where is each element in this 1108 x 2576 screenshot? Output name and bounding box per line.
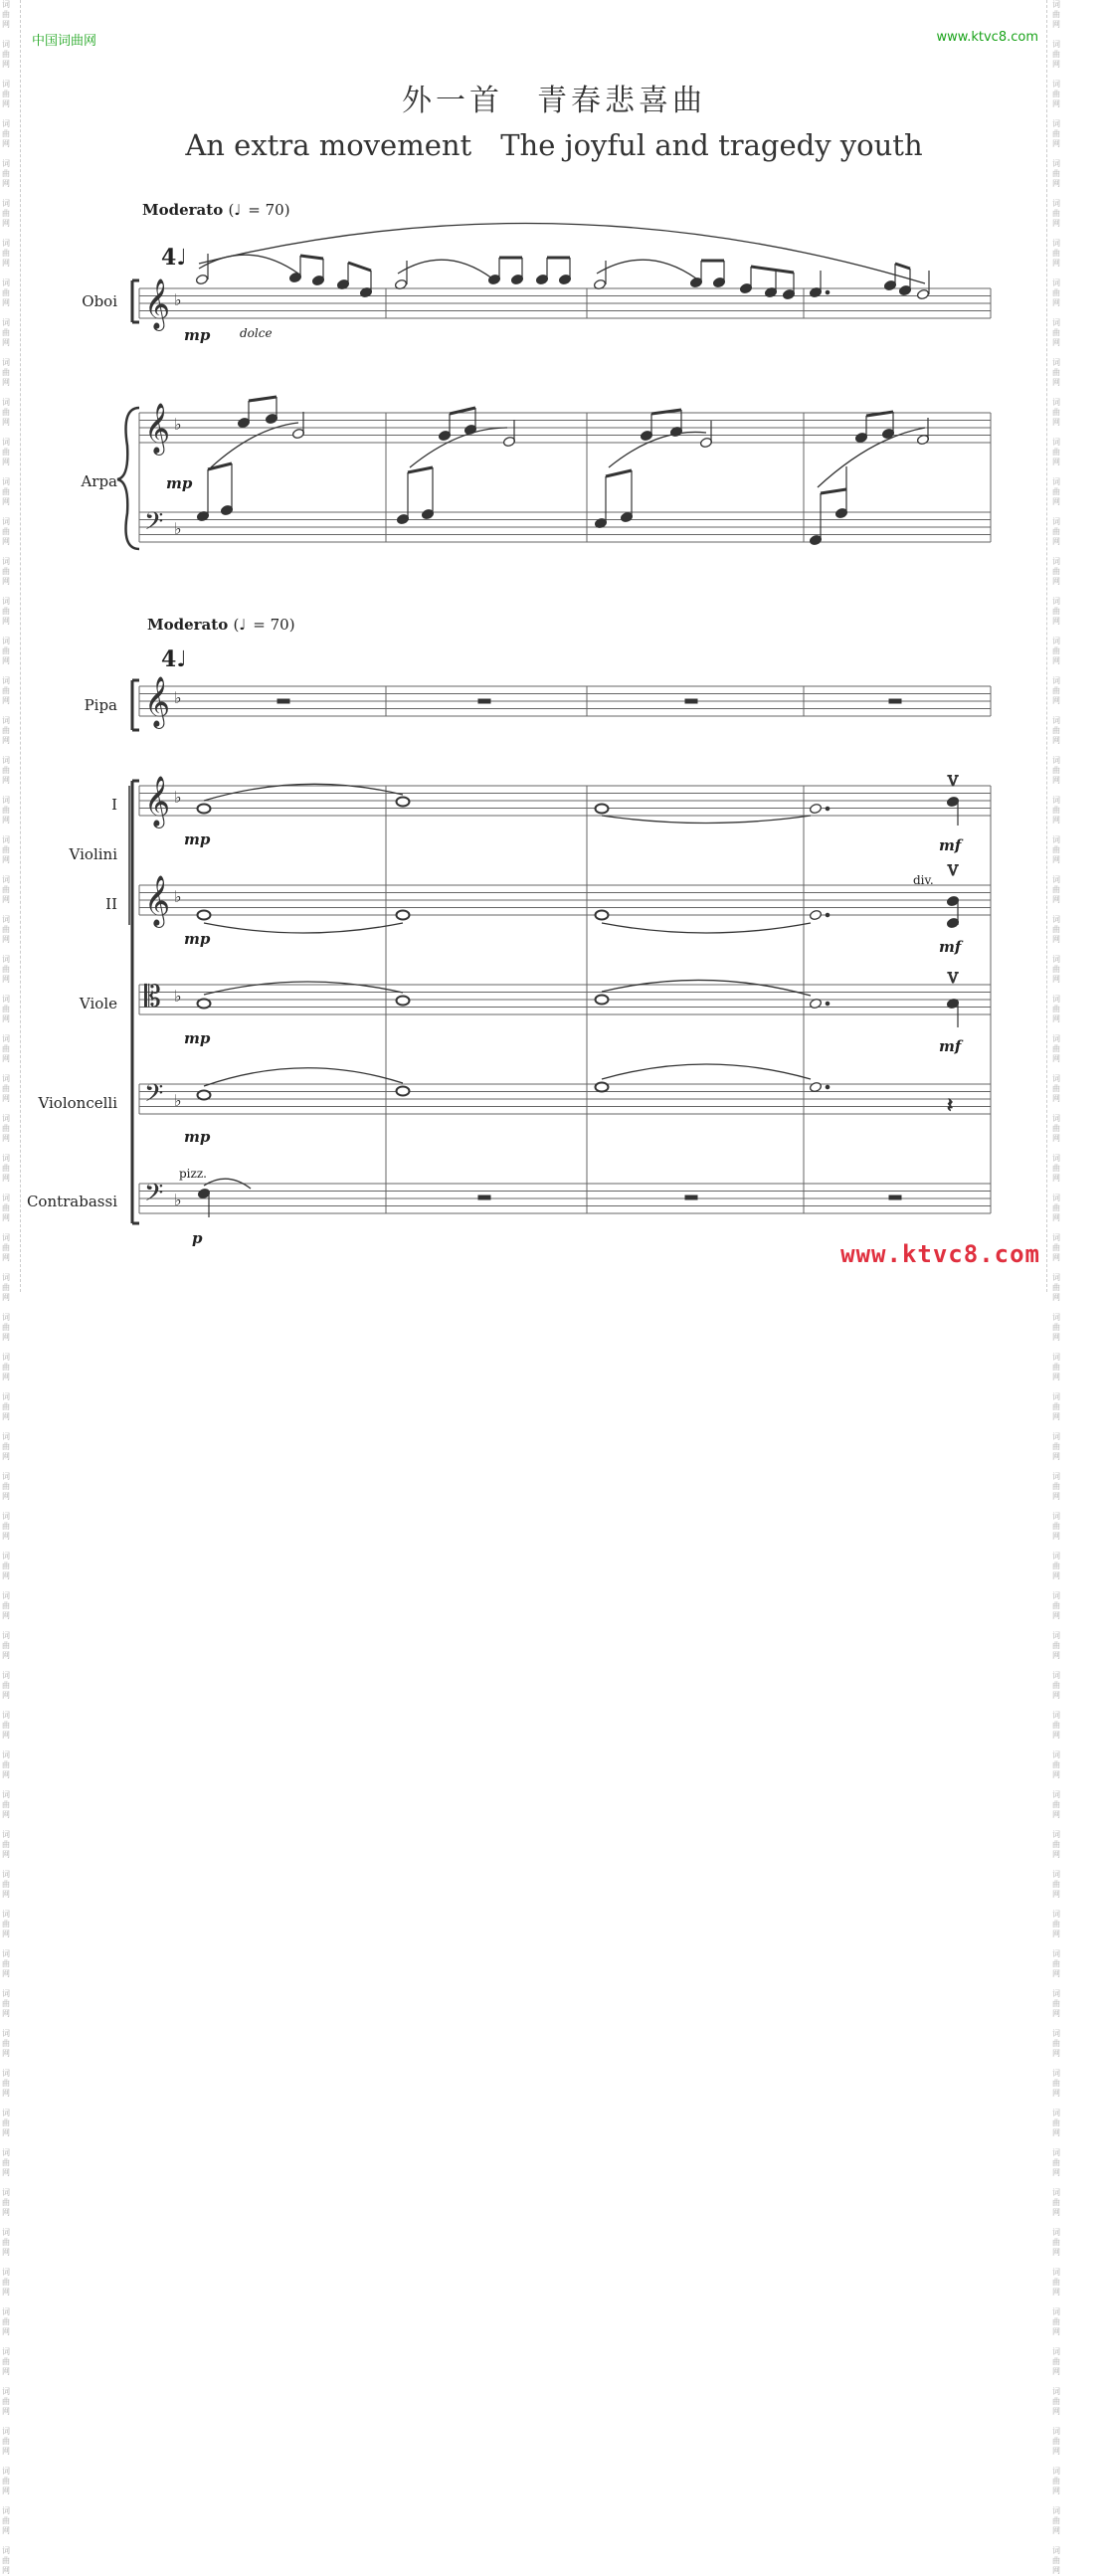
whole-note [198,911,211,920]
quarter-note-icon: ♩ [234,201,242,219]
whole-note [397,798,410,807]
treble-clef-icon: 𝄞 [144,875,171,926]
quarter-note-icon: ♩ [239,616,247,634]
quarter-rest-icon: 𝄽 [947,1093,954,1117]
slur [199,224,925,284]
whole-note [397,911,410,920]
beam [348,263,371,271]
dyn-oboi-mp: mp [184,326,211,344]
slur [204,784,403,801]
whole-rest [685,1196,697,1199]
flat-icon: ♭ [174,887,182,906]
slur [602,816,811,824]
tempo-value: = 70) [253,616,295,634]
staff-lines [139,288,991,1213]
whole-note [397,1087,410,1096]
treble-clef-icon: 𝄞 [144,403,171,454]
dyn-viole-mf: mf [939,1037,962,1055]
whole-rest [685,699,697,703]
time-signature-lower: 4♩ [161,646,187,672]
slur [818,428,925,487]
site-name-left[interactable]: 中国词曲网 [32,34,97,49]
clefs-layer [144,278,182,1213]
label-violoncelli: Violoncelli [38,1094,117,1112]
flat-icon: ♭ [174,519,182,538]
pipa-bracket [132,680,139,730]
slur [609,432,706,467]
whole-note [397,997,410,1006]
dyn-vln1-mf: mf [939,836,962,854]
beam [300,256,323,259]
label-oboi: Oboi [82,292,117,310]
flat-icon: ♭ [174,1191,182,1209]
dyn-vln2-mf: mf [939,938,962,956]
beam [895,264,910,269]
notehead [809,909,822,920]
treble-clef-icon: 𝄞 [144,676,171,727]
bass-clef-icon: 𝄢 [144,1079,164,1114]
notehead [195,274,208,284]
flat-icon: ♭ [174,688,182,707]
flat-icon: ♭ [174,788,182,807]
slur [211,423,298,467]
label-violini-2: II [105,895,117,913]
bass-clef-icon: 𝄢 [144,1179,164,1213]
whole-rest [478,1196,490,1199]
label-viole: Viole [79,995,117,1012]
dyn-cb-p: p [192,1229,203,1247]
dyn-vc-mp: mp [184,1128,211,1146]
side-watermark-right: 词 曲 网 词 曲 网 词 曲 网 词 曲 网 词 曲 网 词 曲 网 词 曲 网 词 曲 网 词 曲 网 词 曲 网 词 曲 网 词 曲 网 词 曲 网 词 曲 网 词 曲 网 词 曲 网 词 曲 网 词 曲 网 词 曲 网 词 曲 网 词 曲 网 词 曲 网 词 曲 网 词 曲 网 词 曲 网 词 曲 网 词 曲 网 词 曲 网 词 曲 网 词 曲 网 词 曲 网 词 曲 网 词 曲 网 词 曲 网 词 曲 网 词 曲 网 词 曲 网 词 曲 网 词 曲 网 词 曲 网 词 曲 网 词 曲 网 词 曲 网 词 曲 网 词 曲 网 词 曲 网 词 曲 网 词 曲 网 词 曲 网 词 曲 网 词 曲 网 词 曲 网 词 曲 网 词 曲 网 词 曲 网 词 曲 网 词 曲 网 词 曲 网 词 曲 网 词 曲 网 词 曲 网 词 曲 网 词 曲 网 词 曲 网 词 曲 网 [1052,0,1060,2575]
dyn-vln2-mp: mp [184,930,211,948]
slur [398,260,492,278]
flat-icon: ♭ [174,415,182,434]
tempo-open: ( [228,201,235,219]
whole-rest [889,1196,901,1199]
label-pipa: Pipa [84,696,117,714]
tempo-label: Moderato [142,201,224,219]
label-violini: Violini [69,845,117,863]
whole-note [596,1083,609,1092]
upbow-icon: V [948,774,959,790]
label-arpa: Arpa [81,472,117,490]
whole-rest [889,699,901,703]
slur [410,428,507,467]
flat-icon: ♭ [174,290,182,309]
slur [602,923,811,933]
treble-clef-icon: 𝄞 [144,278,171,329]
slur [602,1064,811,1079]
arpa-brace [117,408,139,549]
notehead [809,803,822,814]
whole-note [596,805,609,814]
beam [606,470,632,476]
whole-note [198,1091,211,1100]
upbow-icon: V [948,863,959,879]
dot [826,290,830,294]
slur [597,260,696,278]
watermark: www.ktvc8.com [840,1240,1040,1268]
notehead [809,1081,822,1092]
beam [408,467,433,472]
tempo-open: ( [233,616,240,634]
time-signature-top: 4♩ [161,245,187,271]
title-chinese: 外一首 青春悲喜曲 [402,84,706,118]
upbow-icon: V [948,971,959,987]
flat-icon: ♭ [174,1091,182,1110]
dyn-arpa-mp: mp [166,474,193,492]
oboi-bracket [132,280,139,322]
dyn-viole-mp: mp [184,1029,211,1047]
side-watermark-left: 词 曲 网 词 曲 网 词 曲 网 词 曲 网 词 曲 网 词 曲 网 词 曲 网 词 曲 网 词 曲 网 词 曲 网 词 曲 网 词 曲 网 词 曲 网 词 曲 网 词 曲 网 词 曲 网 词 曲 网 词 曲 网 词 曲 网 词 曲 网 词 曲 网 词 曲 网 词 曲 网 词 曲 网 词 曲 网 词 曲 网 词 曲 网 词 曲 网 词 曲 网 词 曲 网 词 曲 网 词 曲 网 词 曲 网 词 曲 网 词 曲 网 词 曲 网 词 曲 网 词 曲 网 词 曲 网 词 曲 网 词 曲 网 词 曲 网 词 曲 网 词 曲 网 词 曲 网 词 曲 网 词 曲 网 词 曲 网 词 曲 网 词 曲 网 词 曲 网 词 曲 网 词 曲 网 词 曲 网 词 曲 网 词 曲 网 词 曲 网 词 曲 网 词 曲 网 词 曲 网 词 曲 网 词 曲 网 词 曲 网 词 曲 网 词 曲 网 [2,0,10,2575]
marking-pizz: pizz. [179,1167,207,1181]
treble-clef-icon: 𝄞 [144,776,171,827]
site-url-right[interactable]: www.ktvc8.com [936,30,1038,45]
title-english: An extra movement The joyful and tragedy youth [185,128,923,162]
whole-note [198,1000,211,1009]
slur [204,982,403,995]
beam [751,267,794,273]
marking-dolce: dolce [240,326,273,340]
slur [199,255,298,274]
whole-rest [277,699,289,703]
slur [204,923,403,933]
marking-div: div. [913,873,934,887]
whole-note [596,911,609,920]
bass-clef-icon: 𝄢 [144,507,164,542]
whole-note [596,996,609,1005]
notes-layer [195,224,962,1218]
tempo-value: = 70) [248,201,290,219]
notehead [916,288,929,299]
alto-clef-icon: 𝄡 [144,980,161,1014]
whole-rest [478,699,490,703]
dyn-vln1-mp: mp [184,830,211,848]
slur [602,980,811,996]
label-violini-1: I [111,796,117,814]
label-contrabassi: Contrabassi [26,1193,117,1210]
beam [249,397,277,401]
flat-icon: ♭ [174,987,182,1006]
whole-note [198,805,211,814]
beam [821,489,846,493]
strings-bracket [132,781,139,1223]
slur [204,1068,403,1086]
tempo-label: Moderato [147,616,229,634]
